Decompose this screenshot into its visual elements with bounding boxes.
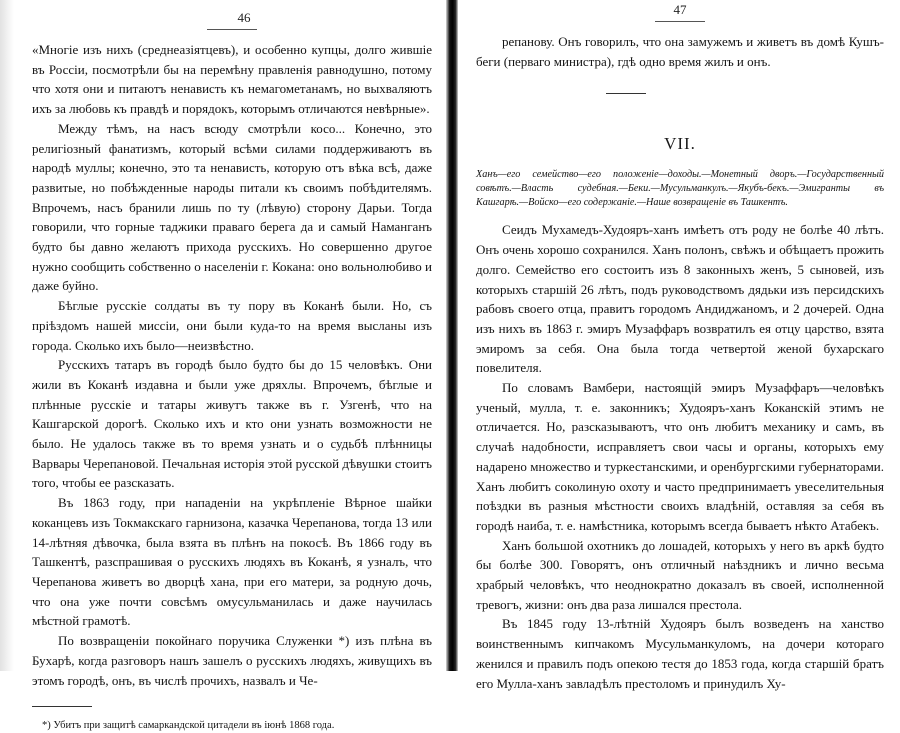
book-gutter [446, 0, 458, 671]
paragraph: Русскихъ татаръ въ городѣ было будто бы до 15 человѣкъ. Они жили въ Коканѣ издавна и были уже дряхлы. Впрочемъ, бѣглые и плѣнные русскіе и татары живутъ также въ г. Узгенѣ, что на Кашгарской дорогѣ. Сколько ихъ и кто они узнать возможности не было. Не удалось также въ то время узнать и о судьбѣ плѣнницы Варвары Черепановой. Печальная исторія этой русской дѣвушки стоитъ того, чтобы ее разсказать. [32, 357, 432, 491]
paragraph-continuation: репанову. Онъ говорилъ, что она замужемъ и живетъ въ домѣ Кушъ-беги (перваго министра), гдѣ одно время жилъ и онъ. [476, 34, 884, 69]
paragraph: Сеидъ Мухамедъ-Худояръ-ханъ имѣетъ отъ роду не болѣе 40 лѣтъ. Онъ очень хорошо сохранился. Ханъ полонъ, свѣжъ и обѣщаетъ прожить долго. Семейство его состоитъ изъ 8 законныхъ женъ, 5 сыновей, изъ которыхъ старшій 26 лѣтъ, подъ руководствомъ дядьки изъ персидскихъ рабовъ своего отца, правитъ городомъ Андиджаномъ, и 2 дочерей. Одна изъ нихъ въ 1863 г. эмиръ Музаффаръ возвратилъ ея отцу царство, взята эмиромъ за себя. Она была тогда четвертой женой бухарскаго повелителя. [476, 222, 884, 376]
paragraph: Бѣглые русскіе солдаты въ ту пору въ Коканѣ были. Но, съ пріѣздомъ нашей миссіи, они были куда-то на время высланы изъ города. Сколько ихъ было—неизвѣстно. [32, 298, 432, 353]
paragraph: Въ 1845 году 13-лѣтній Худояръ былъ возведенъ на ханство воинственнымъ кипчакомъ Мусульманкуломъ, на дочери котораго женился и правилъ подъ опекою тестя до 1853 года, когда старшій братъ его Мулла-ханъ завладѣлъ престоломъ и принудилъ Ху- [476, 616, 884, 691]
page-number-underline [655, 21, 705, 22]
chapter-summary: Ханъ—его семейство—его положеніе—доходы.—Монетный дворъ.—Государственный совѣтъ.—Власть судебная.—Беки.—Мусульманкулъ.—Якубъ-бекъ.—Эмигранты въ Кашгарѣ.—Войско—его содержаніе.—Наше возвращеніе въ Ташкентъ. [476, 169, 884, 209]
section-divider [606, 93, 646, 94]
page-number-right: 47 [673, 2, 687, 17]
page-number-left: 46 [237, 10, 251, 25]
chapter-title: VII. [664, 134, 696, 154]
paragraph: По словамъ Вамбери, настоящій эмиръ Музаффаръ—человѣкъ ученый, мулла, т. е. законникъ; Худояръ-ханъ Коканскій этимъ не отличается. Но, разсказываютъ, что онъ любитъ механику и самъ, въ случаѣ надобности, исправляетъ свои часы и органы, которыхъ ему надарено множество и туркестанскими, и оренбургскими губернаторами. Ханъ любитъ соколиную охоту и часто предпринимаетъ увеселительныя поѣздки въ разныя мѣстности своихъ владѣній, оставляя за себя въ городѣ наиба, т. е. намѣстника, которымъ всегда бываетъ нѣкто Атабекъ. [476, 380, 884, 533]
paragraph: Между тѣмъ, на насъ всюду смотрѣли косо... Конечно, это религіозный фанатизмъ, который всѣми силами поддерживаютъ въ народѣ муллы; конечно, это та ненависть, которую отъ вѣка всѣ, даже развитые, но побѣжденные народы питали къ своимъ побѣдителямъ. Впрочемъ, насъ бранили лишь по ту (лѣвую) сторону Дарьи. Тогда говорили, что горные таджики праваго берега да и самый Наманганъ будто бы давно желаютъ прихода русскихъ. Но совершенно другое нужно сообщить собственно о населеніи г. Кокана: оно вольнолюбиво и даже буйно. [32, 120, 432, 294]
paragraph: Въ 1863 году, при нападеніи на укрѣпленіе Вѣрное шайки коканцевъ изъ Токмакскаго гарнизона, казачка Черепанова, тогда 13 или 14-лѣтняя дѣвочка, была взята въ плѣнъ на покосѣ. Въ 1866 году въ Ташкентѣ, разспрашивая о русскихъ людяхъ въ Коканѣ, я узналъ, что Черепанова живетъ во дворцѣ хана, при его матери, за родную дочь, что она уже почти совсѣмъ омусульманилась и даже научилась мѣстной грамотѣ. [32, 495, 432, 629]
right-page [458, 0, 900, 691]
paragraph: По возвращеніи покойнаго поручика Служенки *) изъ плѣна въ Бухарѣ, когда разговоръ нашъ зашелъ о русскихъ людяхъ, живущихъ въ этомъ городѣ, онъ, въ числѣ прочихъ, назвалъ и Че- [32, 633, 432, 688]
footnote: *) Убитъ при защитѣ самаркандской цитадели въ іюнѣ 1868 года. [42, 720, 335, 732]
page-number-underline [207, 29, 257, 30]
paragraph-quote: «Многіе изъ нихъ (среднеазіятцевъ), и особенно купцы, долго жившіе въ Россіи, посмотрѣли бы на перемѣну правленія равнодушно, потому что хотя они и питаютъ ненависть къ немагометанамъ, но выхваляютъ ихъ за любовь къ правдѣ и порядокъ, которымъ отличаются невѣрные». [32, 42, 432, 117]
paragraph: Ханъ большой охотникъ до лошадей, которыхъ у него въ аркѣ будто бы болѣе 300. Говорятъ, онъ отличный наѣздникъ и лично весьма храбрый человѣкъ, что неоднократно доказалъ въ своей, исполненной тревогъ, жизни: онъ два раза лишался престола. [476, 537, 884, 612]
footnote-rule [32, 706, 92, 707]
